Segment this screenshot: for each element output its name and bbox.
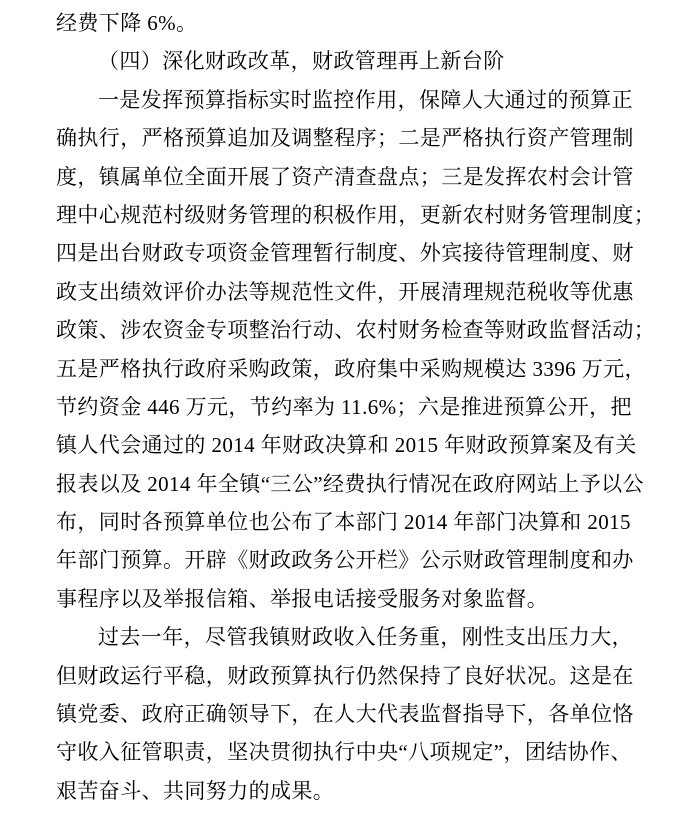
body-paragraph-line: 艰苦奋斗、共同努力的成果。 [56,778,335,803]
body-paragraph-line: 镇党委、政府正确领导下，在人大代表监督指导下，各单位恪 [56,702,634,727]
body-paragraph-line: 过去一年，尽管我镇财政收入任务重，刚性支出压力大， [98,625,633,650]
body-paragraph-line: 年部门预算。开辟《财政政务公开栏》公示财政管理制度和办 [56,548,634,573]
body-paragraph-line: 镇人代会通过的 2014 年财政决算和 2015 年财政预算案及有关 [56,433,637,458]
body-paragraph-line: 守收入征管职责，坚决贯彻执行中央“八项规定”，团结协作、 [56,740,632,765]
body-paragraph-line: 报表以及 2014 年全镇“三公”经费执行情况在政府网站上予以公 [56,471,644,496]
body-paragraph-line: 节约资金 446 万元，节约率为 11.6%；六是推进预算公开，把 [56,394,632,419]
paragraph-continuation: 经费下降 6%。 [56,11,198,35]
body-paragraph-line: 布，同时各预算单位也公布了本部门 2014 年部门决算和 2015 [56,510,631,535]
body-paragraph-line: 度，镇属单位全面开展了资产清查盘点；三是发挥农村会计管 [56,164,634,189]
body-paragraph-line: 一是发挥预算指标实时监控作用，保障人大通过的预算正 [98,87,633,112]
body-paragraph-line: 五是严格执行政府采购政策，政府集中采购规模达 3396 万元， [56,356,646,381]
body-paragraph-line: 政策、涉农资金专项整治行动、农村财务检查等财政监督活动； [56,318,656,343]
body-paragraph-line: 但财政运行平稳，财政预算执行仍然保持了良好状况。这是在 [56,663,634,688]
body-paragraph-line: 四是出台财政专项资金管理暂行制度、外宾接待管理制度、财 [56,241,634,266]
body-paragraph-line: 确执行，严格预算追加及调整程序；二是严格执行资产管理制 [56,126,634,151]
body-paragraph-line: 政支出绩效评价办法等规范性文件，开展清理规范税收等优惠 [56,279,634,304]
document-body [56,4,656,810]
section-heading: （四）深化财政改革，财政管理再上新台阶 [98,49,505,74]
body-paragraph-line: 理中心规范村级财务管理的积极作用，更新农村财务管理制度； [56,202,656,227]
body-paragraph-line: 事程序以及举报信箱、举报电话接受服务对象监督。 [56,586,549,611]
